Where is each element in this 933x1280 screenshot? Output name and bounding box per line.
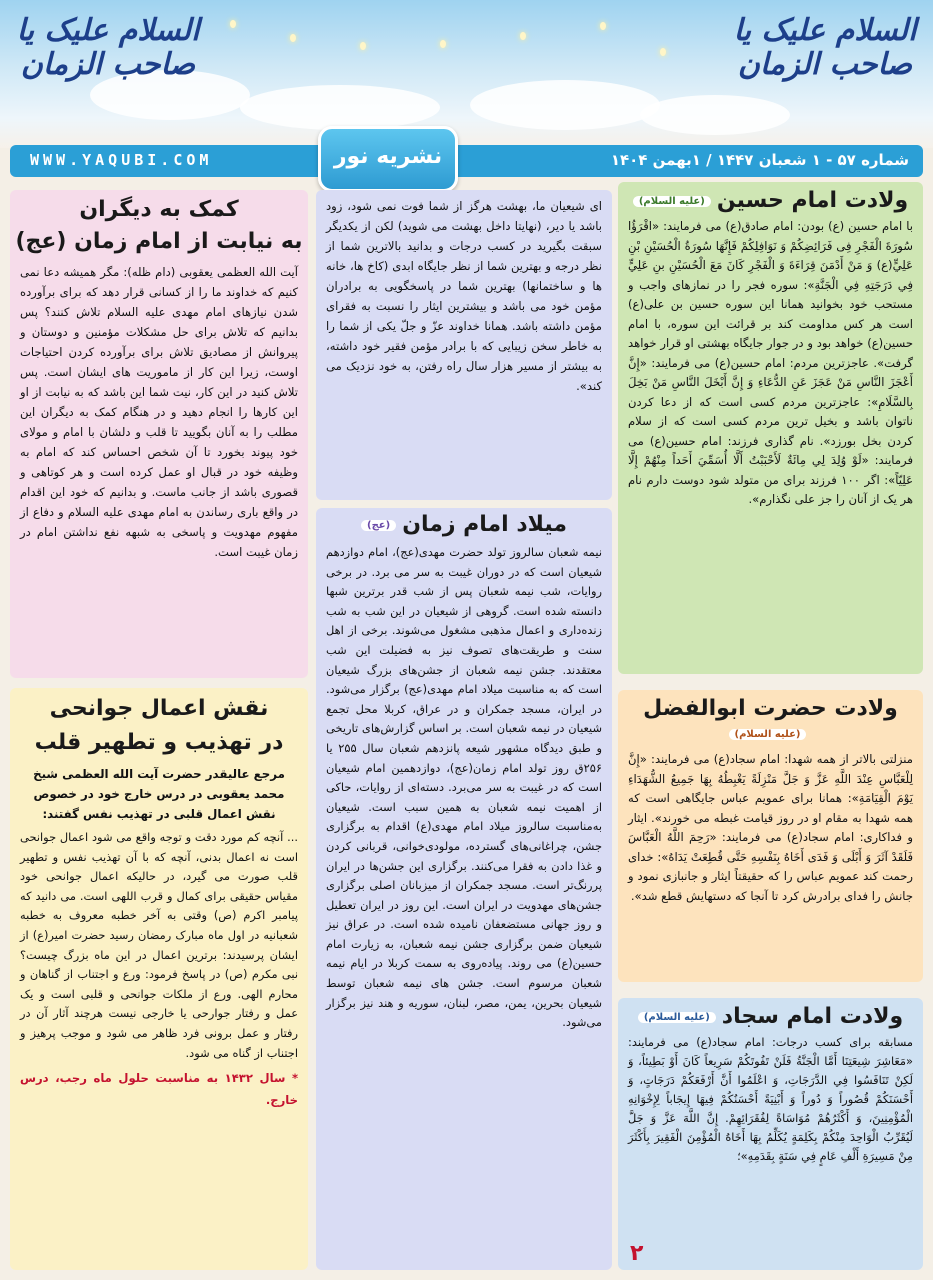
section-body: نیمه شعبان سالروز تولد حضرت مهدی(عج)، امام دوازدهم شیعیان است که در دوران غیبت به سر می برد. در برخی روایات، شب نیمه شعبان پس از شب قدر برترین شبها دانسته شده است. گروهی از شیعیان در این شب به شب زنده‌داری و اعمال مذهبی مشغول می‌شوند. برخی از اهل سنت و طریقت‌های تصوف نیز به فضیلت این شب معتقدند. جشن نیمه شعبان از جشن‌های بزرگ شیعیان است که به مناسبت میلاد امام مهدی(عج) برگزار می‌شود. در ایران، مسجد جمکران و در عراق، کربلا محل تجمع شیعیان در نیمه شعبان است. بر اساس گزارش‌های تاریخی و طبق دیدگاه مشهور شیعه پانزدهم شعبان سال ۲۵۵ یا ۲۵۶ق روز تولد امام زمان(عج)، دوازدهمین امام شیعیان است که در غیبت به سر می‌برد. دسته‌ای از روایات، حاکی از اهمیت نیمه شعبان به همین سبب است. شیعیان به‌مناسبت سالروز میلاد امام مهدی(ع) اقدام به برگزاری جشن، چراغانی‌های گسترده، مولودی‌خوانی، قربانی کردن و غذا دادن به فقرا می‌کنند. برگزاری این جشن‌ها در ایران پررنگ‌تر است. مسجد جمکران از میزبانان اصلی برگزاری جشن‌های مهدویت در ایران است. این روز در ایران تعطیل و روز جهانی مستضعفان نامیده شده است. در عراق نیز شیعیان ضمن برگزاری جشن نیمه شعبان، به زیارت امام حسین(ع) می روند. پیاده‌روی به سمت کربلا در ایام نیمه شعبان مرسوم است. جشن های نیمه شعبان توسط شیعیان بحرین، یمن، مصر، لبنان، سوریه و هند نیز برگزار می‌شود. bbox=[326, 545, 602, 1030]
section-title: ولادت امام حسین(علیه السلام) bbox=[618, 188, 923, 213]
greeting-calligraphy-right: السلام علیک یا صاحب الزمان bbox=[733, 13, 917, 82]
section-body: منزلتی بالاتر از همه شهدا: امام سجاد(ع) می فرمایند: «إِنَّ لِلْعَبَّاسِ عِنْدَ اللَّهِ عَزَّ وَ جَلَّ مَنْزِلَةً يَغْبِطُهُ بِهَا جَمِيعُ الشُّهَدَاءِ يَوْمَ الْقِيَامَةِ»: همانا برای عمویم عباس جایگاهی است که همه شهدا به مقام او در روز قیامت غبطه می خورند». ایثار و فداکاری: امام سجاد(ع) می فرمایند: «رَحِمَ اللَّهُ الْعَبَّاسَ فَلَقَدْ آثَرَ وَ أَبْلَى وَ فَدَى أَخَاهُ بِنَفْسِهِ حَتَّى قُطِعَتْ يَدَاهُ»: خدای رحمت کند عمویم عباس را که حقیقتاً ایثار و جانبازی نمود و جانش را فدای برادرش کرد تا آنجا که دستهایش قطع شد». bbox=[628, 752, 913, 903]
section-mahdi-birth bbox=[316, 508, 612, 1270]
light-bulb-icon bbox=[660, 48, 666, 56]
light-bulb-icon bbox=[600, 22, 606, 30]
header-banner bbox=[0, 0, 933, 148]
section-title: ولادت امام سجاد(علیه السلام) bbox=[618, 1004, 923, 1029]
section-intro: مرجع عالیقدر حضرت آیت الله العظمی شیخ محمد یعقوبی در درس خارج خود در خصوص نقش اعمال قلبی در تهذیب نفس گفتند: bbox=[33, 767, 285, 821]
cloud-decoration bbox=[240, 85, 440, 130]
page-number: ۲ bbox=[630, 1241, 644, 1266]
section-body: ... آنچه کم مورد دقت و توجه واقع می شود اعمال جوانحی است نه اعمال بدنی، آنچه که با آن تهذیب نفس و تطهیر قلب صورت می گیرد، در حالیکه اعمال جوانحی خود مقیاس حقیقی برای کمال و قرب اللهی است. می دانید که پیامبر اکرم (ص) وقتی به آخر خطبه معروف به خطبه شعبانیه در اول ماه مبارک رمضان رسید حضرت امیر(ع) از ایشان پرسیدند: برترین اعمال در این ماه بزرگ چیست؟ نبی مکرم (ص) در پاسخ فرمود: ورع و اجتناب از گناهان و محارم الهی. ورع از ملکات جوانحی و قلبی است و یک عمل و رفتار جوارحی یا خارجی نیست هرچند آثار آن در رفتار و عمل برونی فرد ظاهر می شود و موجب پرهیز و اجتناب از گناه می شود. bbox=[20, 830, 298, 1060]
light-bulb-icon bbox=[520, 32, 526, 40]
section-heart bbox=[10, 688, 308, 1270]
publication-badge: نشریه نور bbox=[318, 126, 458, 192]
section-body: با امام حسین (ع) بودن: امام صادق(ع) می فرمایند: «اقْرَؤُا سُورَةَ الْفَجْرِ فِی فَرَائِضِكُمْ وَ نَوَافِلِكُمْ فَإِنَّهَا سُورَةُ الْحُسَيْنِ بْنِ عَلِيٍّ(ع) وَ مَنْ أَدْمَنَ قِرَاءَةَ وَ الْفَجْرِ كَانَ مَعَ الْحُسَيْنِ بنِ عَلِيٍّ فِي دَرَجَتِهِ فِي الْجَنَّةِ»: سوره فجر را در نمازهای واجب و مستحب خود بخوانید همانا این سوره حسین بن علی(ع) است هر کس مداومت کند بر قرائت این سوره، با امام حسین(ع) خواهد بود و در جوار جایگاه بهشتی او قرار خواهد گرفت». عاجزترین مردم: امام حسین(ع) می فرمایند: «إِنَّ أَعْجَزَ النَّاسِ مَنْ عَجَزَ عَنِ الدُّعَاءِ وَ إِنَّ أَبْخَلَ النَّاسِ مَنْ بَخِلَ بِالسَّلَامِ»: عاجزترین مردم کسی است که از دعا کردن ناتوان باشد و بخیل ترین مردم کسی است که از سلام کردن بخل بورزد». نام گذاری فرزند: امام حسین(ع) می فرمایند: «لَوْ وُلِدَ لِي مِائَةٌ لَأَحْبَبْتُ أَلَّا أُسَمِّيَ أَحَداً مِنْهُمْ إِلَّا عَلِيّاً»: اگر ۱۰۰ فرزند برای من متولد شود دوست دارم نام هر یک از آنان را جز علی نگذارم». bbox=[628, 219, 913, 506]
cloud-decoration bbox=[470, 80, 660, 130]
section-abolfazl bbox=[618, 690, 923, 982]
section-title: ولادت حضرت ابوالفضل(علیه السلام) bbox=[643, 696, 898, 740]
website-url[interactable]: WWW.YAQUBI.COM bbox=[30, 151, 213, 169]
section-body: مسابقه برای کسب درجات: امام سجاد(ع) می فرمایند: «مَعَاشِرَ شِيعَتِنَا أَمَّا الْجَنَّةُ فَلَنْ تَفُوتَكُمْ سَرِيعاً كَانَ أَوْ بَطِيئاً، وَ لَكِنْ تَنَافَسُوا فِي الدَّرَجَاتِ، وَ اعْلَمُوا أَنَّ أَرْفَعَكُمْ دَرَجَاتٍ، وَ أَحْسَنَكُمْ قُصُوراً وَ دُوراً وَ أَبْنِيَةً أَحْسَنُكُمْ فِيهَا إِيجَاباً لِإِخْوَانِهِ الْمُؤْمِنِينَ، وَ أَكْثَرُهُمْ مُوَاسَاةً لِفُقَرَائِهِمْ. إِنَّ اللَّهَ عَزَّ وَ جَلَّ لَيُقَرِّبُ الْوَاحِدَ مِنْكُمْ بِكَلِمَةٍ يُكَلِّمُ بِهَا أَخَاهُ الْمُؤْمِنَ الْفَقِيرَ بِأَكْثَرَ مِنْ مَسِيرَةِ أَلْفِ عَامٍ فِي سَنَةٍ بِقَدَمِهِ»؛ bbox=[628, 1035, 913, 1163]
issue-info: شماره ۵۷ - ۱ شعبان ۱۴۴۷ / ۱بهمن ۱۴۰۴ bbox=[610, 151, 909, 169]
cloud-decoration bbox=[640, 95, 790, 135]
section-body: ای شیعیان ما، بهشت هرگز از شما فوت نمی شود، زود باشد یا دیر، (نهایتا داخل بهشت می شوید) لکن از یکدیگر سبقت بگیرید در کسب درجات و بدانید بالاترین شما از نظر درجه و بهترین شما از نظر جایگاه ابدی (کاخ ها، خانه ها و ساختمانها) بهترین شما در پاسخگویی به برادران مؤمن خود می باشد و بیشترین ایثار را نسبت به فقرای مؤمن داشته باشد. همانا خداوند عزّ و جلّ یکی از شما را به خاطر سخن زیبایی که با برادر مؤمن فقیر خود داشته، به بیشتر از مسیر هزار سال راه رفتن، به خود نزدیک می کند». bbox=[326, 199, 602, 393]
section-body: آیت الله العظمی یعقوبی (دام ظله): مگر همیشه دعا نمی کنیم که خداوند ما را از کسانی قرار دهد که برای برآورده شدن نیازهای امام مهدی علیه السلام تلاش کنند؟ پس بدانیم که تلاش برای حل مشکلات مؤمنین و دوستان و پیروانش از مصادیق تلاش برای برآورده کردن احتیاجات اوست، زیرا این کار از ماموریت های ایشان است. پس تلاش کنید در این کار، نیت شما این باشد که به نیابت از او این کارها را انجام دهید و در هنگام کمک به دیگران این مطلب را به آنان بگویید تا قلب و دلشان با امام و مولای خود پیوند بخورد تا آن شخص احساس کند که امام به وظیفه خود در قبال او عمل کرده است و هر کوتاهی و قصوری باشد از جانب ماست. و بدانیم که خود این اقدام در واقع باری رساندن به امام مهدی علیه السلام و دفاع از مفهوم مهدویت و پاسخی به شبهه نفع نداشتن امام در زمان غیبت است. bbox=[20, 265, 298, 559]
light-bulb-icon bbox=[290, 34, 296, 42]
section-hussein bbox=[618, 182, 923, 674]
light-bulb-icon bbox=[230, 20, 236, 28]
section-helping bbox=[10, 190, 308, 678]
greeting-calligraphy-left: السلام علیک یا صاحب الزمان bbox=[16, 13, 200, 82]
light-bulb-icon bbox=[440, 40, 446, 48]
section-title: کمک به دیگران به نیابت از امام زمان (عج) bbox=[15, 197, 303, 254]
section-title: نقش اعمال جوانحی در تهذیب و تطهیر قلب bbox=[34, 696, 284, 755]
section-middle-top bbox=[316, 190, 612, 500]
issue-bar bbox=[10, 145, 923, 177]
section-sajjad bbox=[618, 998, 923, 1270]
footnote: * سال ۱۴۳۲ به مناسبت حلول ماه رجب، درس خارج. bbox=[20, 1071, 299, 1108]
section-title: میلاد امام زمان(عج) bbox=[316, 512, 612, 537]
light-bulb-icon bbox=[360, 42, 366, 50]
